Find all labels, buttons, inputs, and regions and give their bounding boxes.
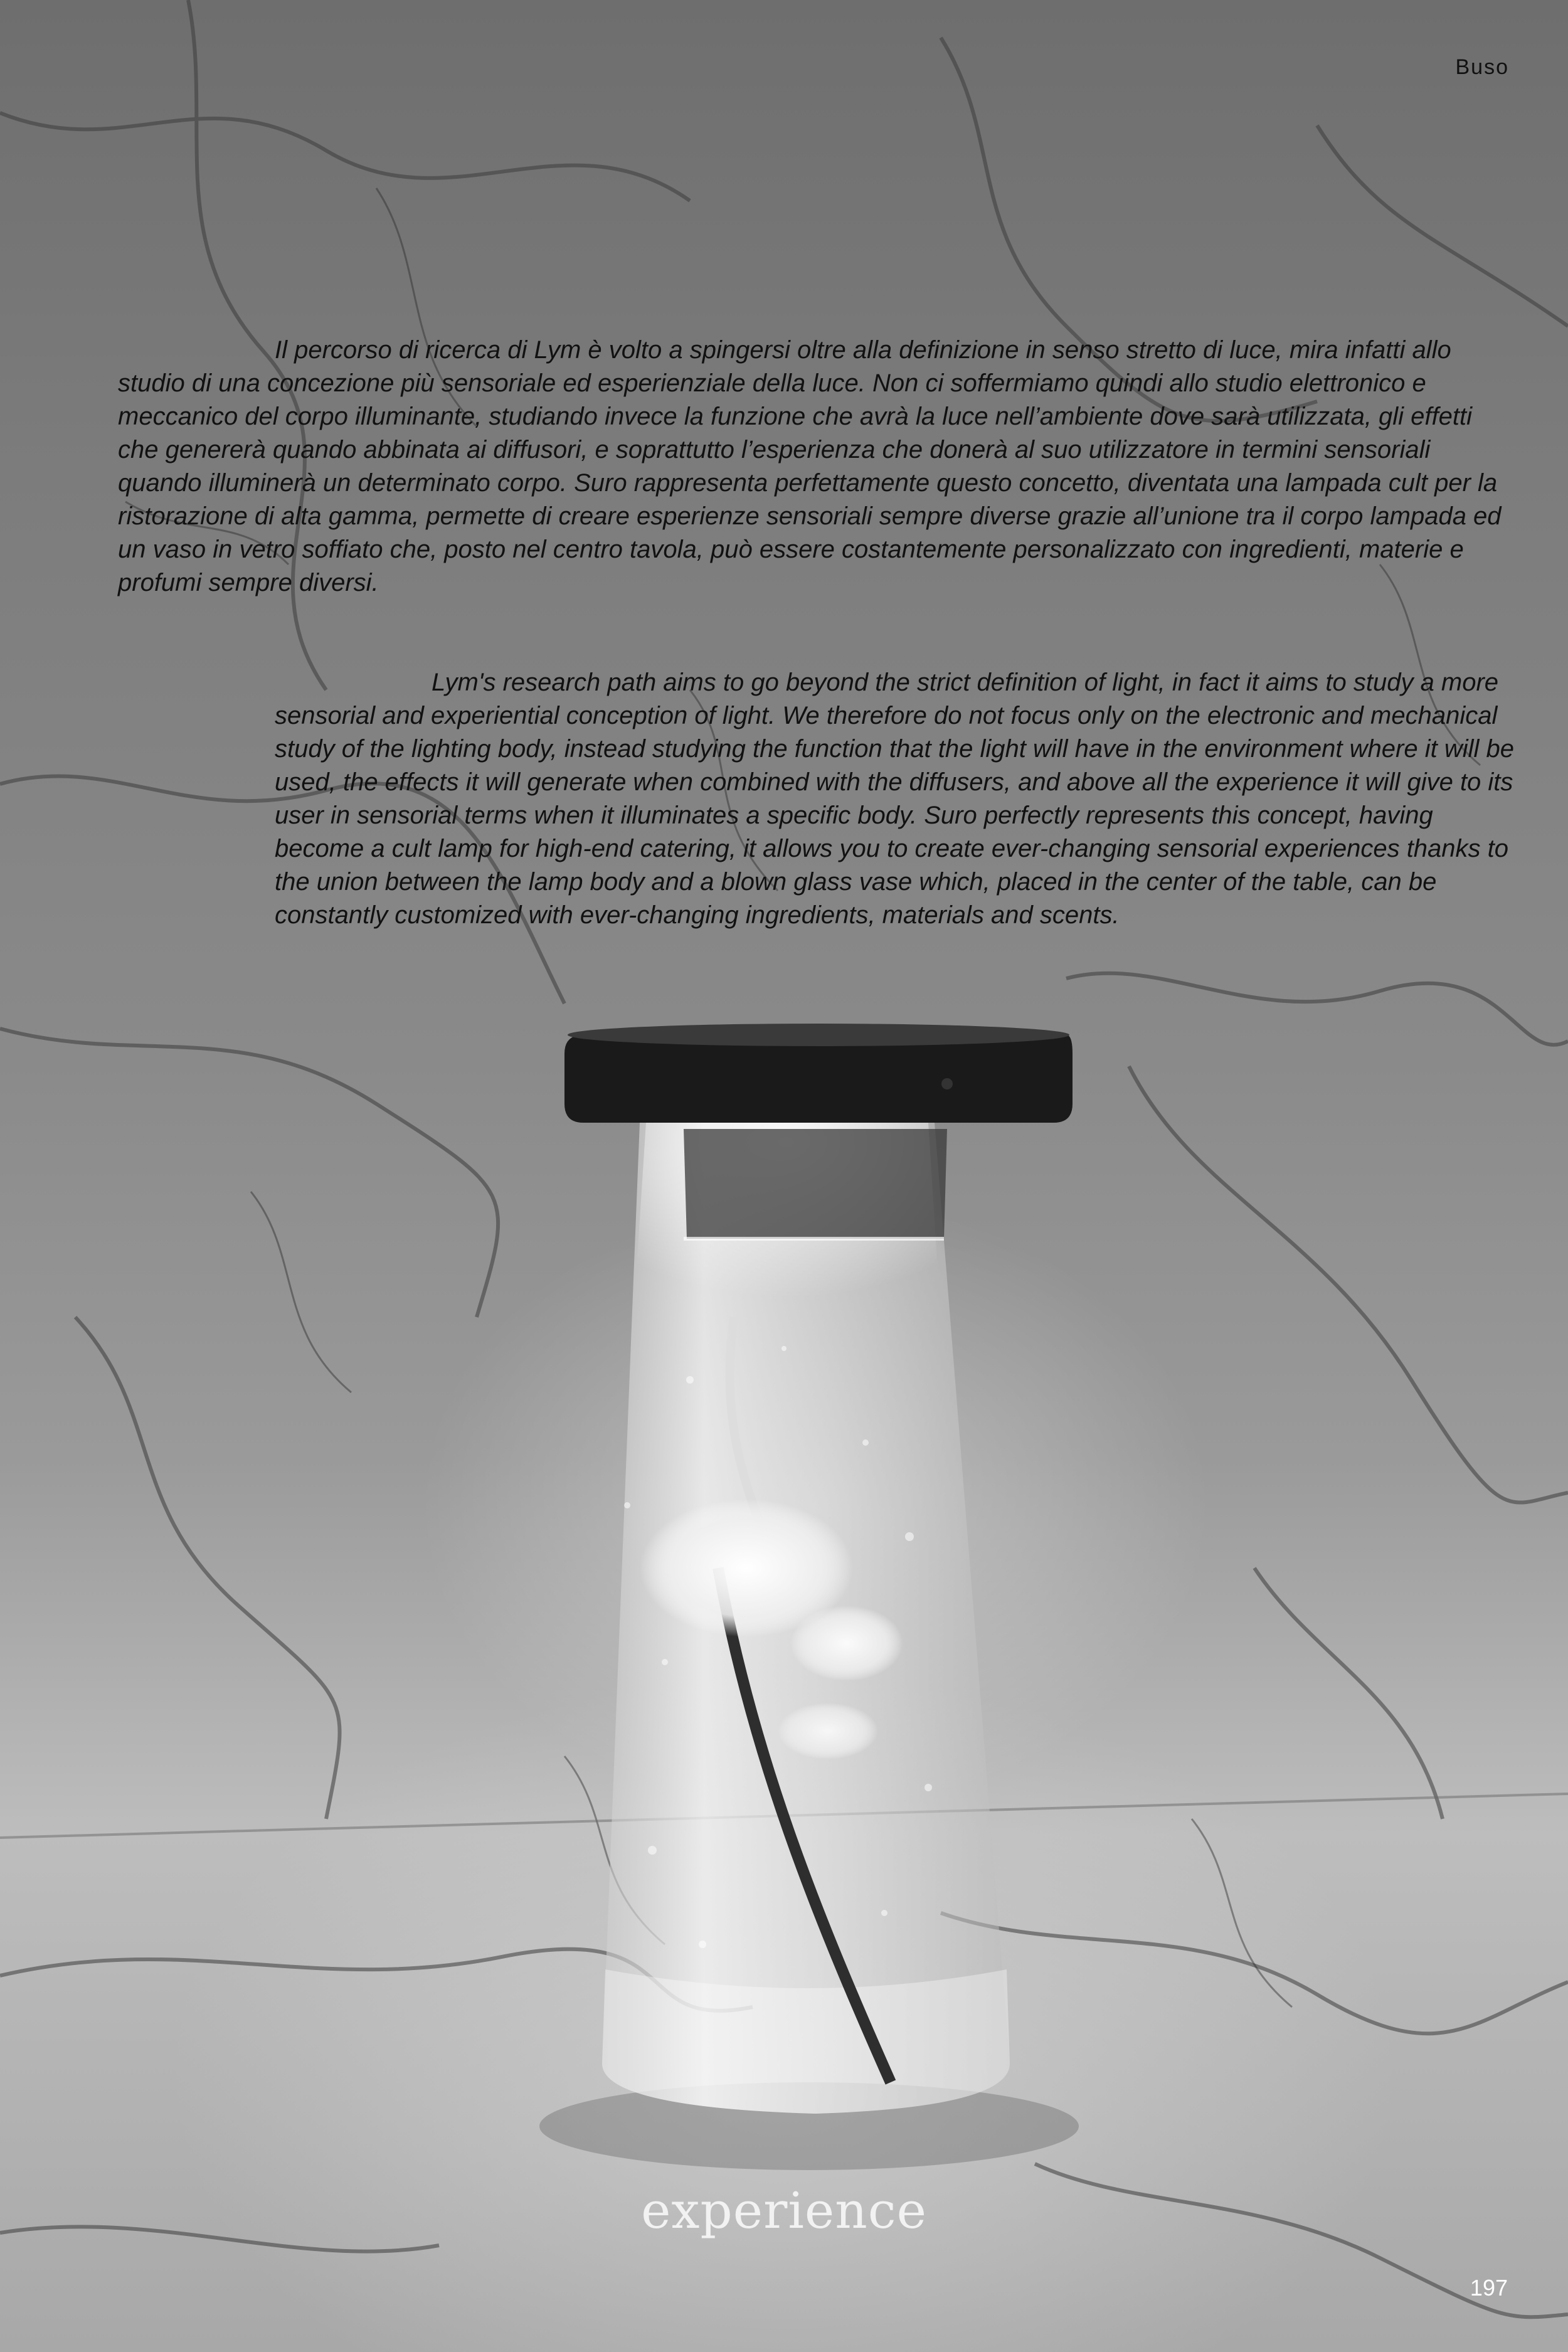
water-level: [602, 1969, 1010, 2114]
italian-paragraph: Il percorso di ricerca di Lym è volto a spingersi oltre alla definizione in senso stretto di luce, mira infatti allo studio di una concezione più sensoriale ed esperienziale della luce. Non ci soffermiamo quindi allo studio elettronico e meccanico del corpo illuminante, studiando invece la funzione che avrà la luce nell’ambiente dove sarà utilizzata, gli effetti che genererà quando abbinata ai diffusori, e soprattutto l’esperienza che donerà al suo utilizzatore in termini sensoriali quando illuminerà un determinato corpo. Suro rappresenta perfettamente questo concetto, diventata una lampada cult per la ristorazione di alta gamma, permette di creare esperienze sensoriali sempre diverse grazie all’unione tra il corpo lampada ed un vaso in vetro soffiato che, posto nel centro tavola, può essere costantemente personalizzato con ingredienti, materie e profumi sempre diversi.: [118, 336, 1502, 596]
lamp-cap: [564, 1035, 1073, 1123]
inner-diffuser: [684, 1129, 947, 1239]
section-header: Buso: [1455, 55, 1509, 79]
english-paragraph: Lym's research path aims to go beyond the strict definition of light, in fact it aims to study a more sensorial and experiential conception of light. We therefore do not focus only on the electronic and mechanical study of the lighting body, instead studying the function that the light will have in the environment where it will be used, the effects it will generate when combined with the diffusers, and above all the experience it will give to its user in sensorial terms when it illuminates a specific body. Suro perfectly represents this concept, having become a cult lamp for high-end catering, it allows you to create ever-changing sensorial experiences thanks to the union between the lamp body and a blown glass vase which, placed in the center of the table, can be constantly customized with ever-changing ingredients, materials and scents.: [275, 669, 1514, 929]
caption-word: experience: [641, 2181, 927, 2240]
page-number: 197: [1470, 2275, 1508, 2301]
